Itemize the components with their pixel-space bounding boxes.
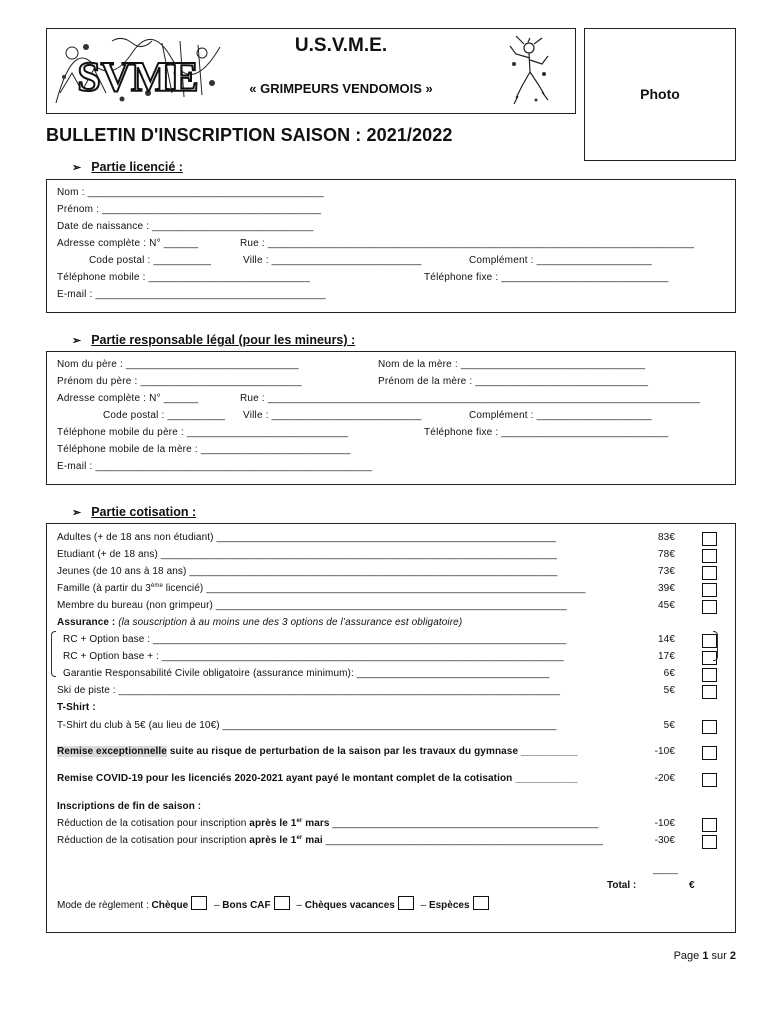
option-label: RC + Option base : _________________________________________________________________________ <box>63 634 567 645</box>
option-price: 45€ <box>658 600 675 611</box>
section-responsable-title: Partie responsable légal (pour les mineurs) : <box>91 333 356 347</box>
arrow-icon: ➢ <box>72 507 82 519</box>
field-prenom-mere[interactable]: Prénom de la mère : ______________________________ <box>378 376 649 387</box>
field-code-postal[interactable]: Code postal : __________ <box>89 255 212 266</box>
total-currency: € <box>689 880 695 891</box>
page-number: Page 1 sur 2 <box>673 950 736 962</box>
mode-label: Mode de règlement : <box>57 900 152 911</box>
option-price: 78€ <box>658 549 675 560</box>
option-tshirt <box>57 720 727 736</box>
arrow-icon: ➢ <box>72 162 82 174</box>
option-label: Etudiant (+ de 18 ans) ______________________________________________________________________ <box>57 549 558 560</box>
fin-saison-heading <box>57 801 727 817</box>
assurance-note: (la souscription à au moins une des 3 options de l’assurance est obligatoire) <box>118 617 463 628</box>
field-telephone-mobile-pere[interactable]: Téléphone mobile du père : ____________________________ <box>57 427 349 438</box>
option-rc-base-plus <box>63 651 727 667</box>
fin-saison-label: Inscriptions de fin de saison : <box>57 801 202 812</box>
field-email[interactable]: E-mail : ________________________________________ <box>57 289 326 300</box>
photo-box <box>584 28 736 161</box>
assurance-heading <box>57 617 727 633</box>
field-date-naissance[interactable]: Date de naissance : ____________________________ <box>57 221 314 232</box>
section-licencie-title: Partie licencié : <box>91 160 183 174</box>
field-telephone-fixe[interactable]: Téléphone fixe : _____________________________ <box>424 272 669 283</box>
garantie-checkbox[interactable] <box>702 668 717 682</box>
total-label: Total : <box>607 880 637 891</box>
panel-licencie <box>46 179 736 313</box>
rc-base-checkbox[interactable] <box>702 634 717 648</box>
mai-checkbox[interactable] <box>702 835 717 849</box>
bureau-checkbox[interactable] <box>702 600 717 614</box>
section-responsable-heading <box>72 333 355 347</box>
page-title: BULLETIN D'INSCRIPTION SAISON : 2021/2022 <box>46 125 453 145</box>
cheques-vacances-checkbox[interactable] <box>398 896 414 910</box>
option-etudiant <box>57 549 727 565</box>
bons-caf-label: Bons CAF <box>222 900 271 911</box>
option-price: 73€ <box>658 566 675 577</box>
option-price: 17€ <box>658 651 675 662</box>
field-ville[interactable]: Ville : __________________________ <box>243 410 422 421</box>
tshirt-label: T-Shirt : <box>57 702 96 713</box>
club-logo-image <box>52 33 224 109</box>
field-telephone-mobile-mere[interactable]: Téléphone mobile de la mère : __________________________ <box>57 444 351 455</box>
option-label: T-Shirt du club à 5€ (au lieu de 10€) ___________________________________________________________ <box>57 720 557 731</box>
field-telephone-fixe[interactable]: Téléphone fixe : _____________________________ <box>424 427 669 438</box>
field-rue[interactable]: Rue : __________________________________________________________________________ <box>240 238 695 249</box>
field-rue[interactable]: Rue : ___________________________________________________________________________ <box>240 393 700 404</box>
option-label: Réduction de la cotisation pour inscription après le 1er mai _________________________________________________ <box>57 835 604 846</box>
field-nom[interactable]: Nom : _________________________________________ <box>57 187 324 198</box>
field-prenom-pere[interactable]: Prénom du père : ____________________________ <box>57 376 302 387</box>
field-adresse-numero[interactable]: Adresse complète : N° ______ <box>57 393 199 404</box>
arrow-icon: ➢ <box>72 335 82 347</box>
section-cotisation-heading <box>72 505 196 519</box>
option-price: -30€ <box>654 835 675 846</box>
option-price: 14€ <box>658 634 675 645</box>
option-jeunes <box>57 566 727 582</box>
field-ville[interactable]: Ville : __________________________ <box>243 255 422 266</box>
option-remise-exceptionnelle <box>57 746 727 762</box>
assurance-brace-left <box>51 631 56 677</box>
option-label: Remise COVID-19 pour les licenciés 2020-2021 ayant payé le montant complet de la cotisation ___________ <box>57 773 578 784</box>
section-licencie-heading <box>72 160 183 174</box>
option-label: Famille (à partir du 3ème licencié) ___________________________________________________________________ <box>57 583 586 594</box>
option-adultes <box>57 532 727 548</box>
bons-caf-checkbox[interactable] <box>274 896 290 910</box>
panel-responsable <box>46 351 736 485</box>
tshirt-checkbox[interactable] <box>702 720 717 734</box>
covid-checkbox[interactable] <box>702 773 717 787</box>
especes-label: Espèces <box>428 900 470 911</box>
field-complement[interactable]: Complément : ____________________ <box>469 410 652 421</box>
option-price: -10€ <box>654 746 675 757</box>
section-cotisation-title: Partie cotisation : <box>91 505 197 519</box>
rc-base-plus-checkbox[interactable] <box>702 651 717 665</box>
org-subtitle: « GRIMPEURS VENDOMOIS » <box>249 81 433 96</box>
svg-text:SVME: SVME <box>77 55 199 101</box>
option-price: 83€ <box>658 532 675 543</box>
jeunes-checkbox[interactable] <box>702 566 717 580</box>
field-email[interactable]: E-mail : ________________________________________________ <box>57 461 373 472</box>
option-price: 39€ <box>658 583 675 594</box>
field-nom-mere[interactable]: Nom de la mère : ________________________________ <box>378 359 646 370</box>
field-prenom[interactable]: Prénom : ______________________________________ <box>57 204 322 215</box>
option-reduction-mai <box>57 835 727 851</box>
ski-checkbox[interactable] <box>702 685 717 699</box>
option-label: Garantie Responsabilité Civile obligatoire (assurance minimum): __________________________________ <box>63 668 550 679</box>
cheque-checkbox[interactable] <box>191 896 207 910</box>
org-name: U.S.V.M.E. <box>294 35 388 56</box>
panel-cotisation <box>46 523 736 933</box>
mars-checkbox[interactable] <box>702 818 717 832</box>
option-label: Remise exceptionnelle suite au risque de perturbation de la saison par les travaux du gymnase __________ <box>57 746 578 757</box>
especes-checkbox[interactable] <box>473 896 489 910</box>
option-remise-covid <box>57 773 727 789</box>
cheques-vacances-label: Chèques vacances <box>304 900 395 911</box>
climber-illustration <box>506 34 552 106</box>
option-label: RC + Option base + : _______________________________________________________________________ <box>63 651 564 662</box>
option-price: 5€ <box>663 685 675 696</box>
field-code-postal[interactable]: Code postal : __________ <box>103 410 226 421</box>
field-adresse-numero[interactable]: Adresse complète : N° ______ <box>57 238 199 249</box>
option-bureau <box>57 600 727 616</box>
option-price: 5€ <box>663 720 675 731</box>
option-label: Réduction de la cotisation pour inscription après le 1er mars _______________________________________________ <box>57 818 599 829</box>
total-blank[interactable]: _____ <box>653 864 679 874</box>
cheque-label: Chèque <box>151 900 189 911</box>
mode-reglement: Mode de règlement : Chèque – Bons CAF – Chèques vacances – Espèces <box>57 896 493 911</box>
famille-checkbox[interactable] <box>702 583 717 597</box>
field-nom-pere[interactable]: Nom du père : ______________________________ <box>57 359 299 370</box>
option-label: Jeunes (de 10 ans à 18 ans) _________________________________________________________________ <box>57 566 558 577</box>
option-label: Adultes (+ de 18 ans non étudiant) ____________________________________________________________ <box>57 532 557 543</box>
assurance-label: Assurance : <box>57 617 116 628</box>
option-label: Membre du bureau (non grimpeur) ______________________________________________________________ <box>57 600 567 611</box>
option-garantie-rc <box>63 668 727 684</box>
option-label: Ski de piste : ______________________________________________________________________________ <box>57 685 561 696</box>
photo-label: Photo <box>640 86 680 102</box>
field-telephone-mobile[interactable]: Téléphone mobile : ____________________________ <box>57 272 310 283</box>
tshirt-heading <box>57 702 727 718</box>
option-price: 6€ <box>663 668 675 679</box>
option-ski <box>57 685 727 701</box>
option-reduction-mars <box>57 818 727 834</box>
option-price: -10€ <box>654 818 675 829</box>
etudiant-checkbox[interactable] <box>702 549 717 563</box>
adultes-checkbox[interactable] <box>702 532 717 546</box>
remise-checkbox[interactable] <box>702 746 717 760</box>
field-complement[interactable]: Complément : ____________________ <box>469 255 652 266</box>
option-rc-base <box>63 634 727 650</box>
option-price: -20€ <box>654 773 675 784</box>
option-famille <box>57 583 727 599</box>
